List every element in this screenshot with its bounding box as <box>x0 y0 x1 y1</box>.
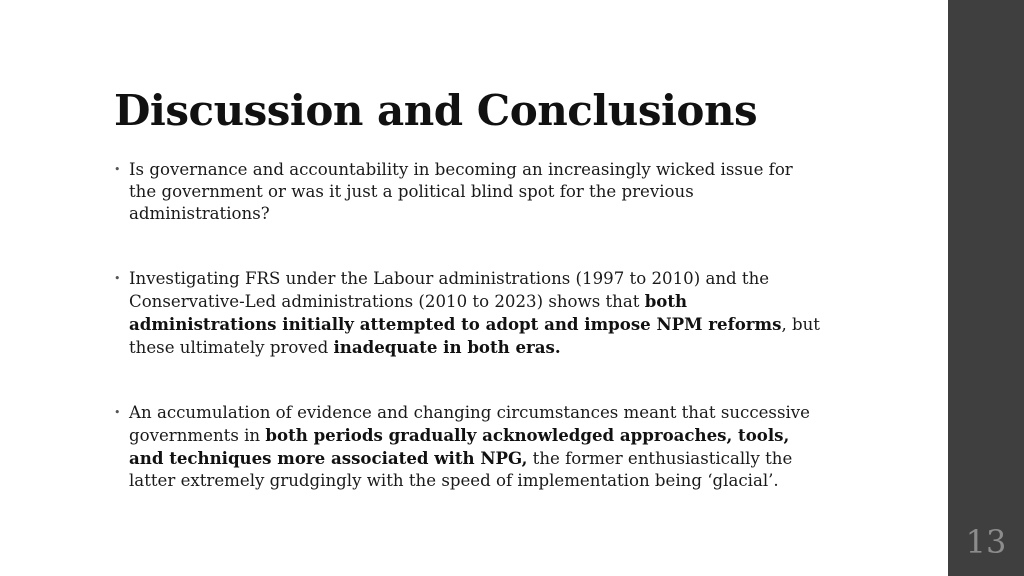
bullet-marker: • <box>114 163 121 176</box>
bullet-marker: • <box>114 272 121 285</box>
sidebar-panel <box>948 0 1024 576</box>
bullet-list <box>114 159 824 492</box>
slide-number: 13 <box>965 523 1007 561</box>
bullet-text: Investigating FRS under the Labour administrations (1997 to 2010) and the Conservative-Led administrations (2010 to 2023) shows that <box>129 269 770 311</box>
bullet-text: Is governance and accountability in becoming an increasingly wicked issue for the government or was it just a political blind spot for the previous administrations? <box>129 160 793 223</box>
bullet-text: the former enthusiastically the latter extremely grudgingly with the speed of implementation being ‘glacial’. <box>129 449 793 490</box>
bullet-emphasis: inadequate in both eras. <box>333 337 561 357</box>
bullet-item <box>114 268 824 359</box>
bullet-item <box>114 159 824 225</box>
bullet-emphasis: both administrations initially attempted to adopt and impose NPM reforms <box>129 291 782 334</box>
bullet-emphasis: both periods gradually acknowledged approaches, tools, and techniques more associated with NPG, <box>129 425 790 468</box>
bullet-text: An accumulation of evidence and changing circumstances meant that successive governments in <box>129 403 810 445</box>
bullet-text: , but these ultimately proved <box>129 315 820 357</box>
bullet-marker: • <box>114 406 121 419</box>
slide-title: Discussion and Conclusions <box>114 86 758 135</box>
bullet-item <box>114 402 824 492</box>
